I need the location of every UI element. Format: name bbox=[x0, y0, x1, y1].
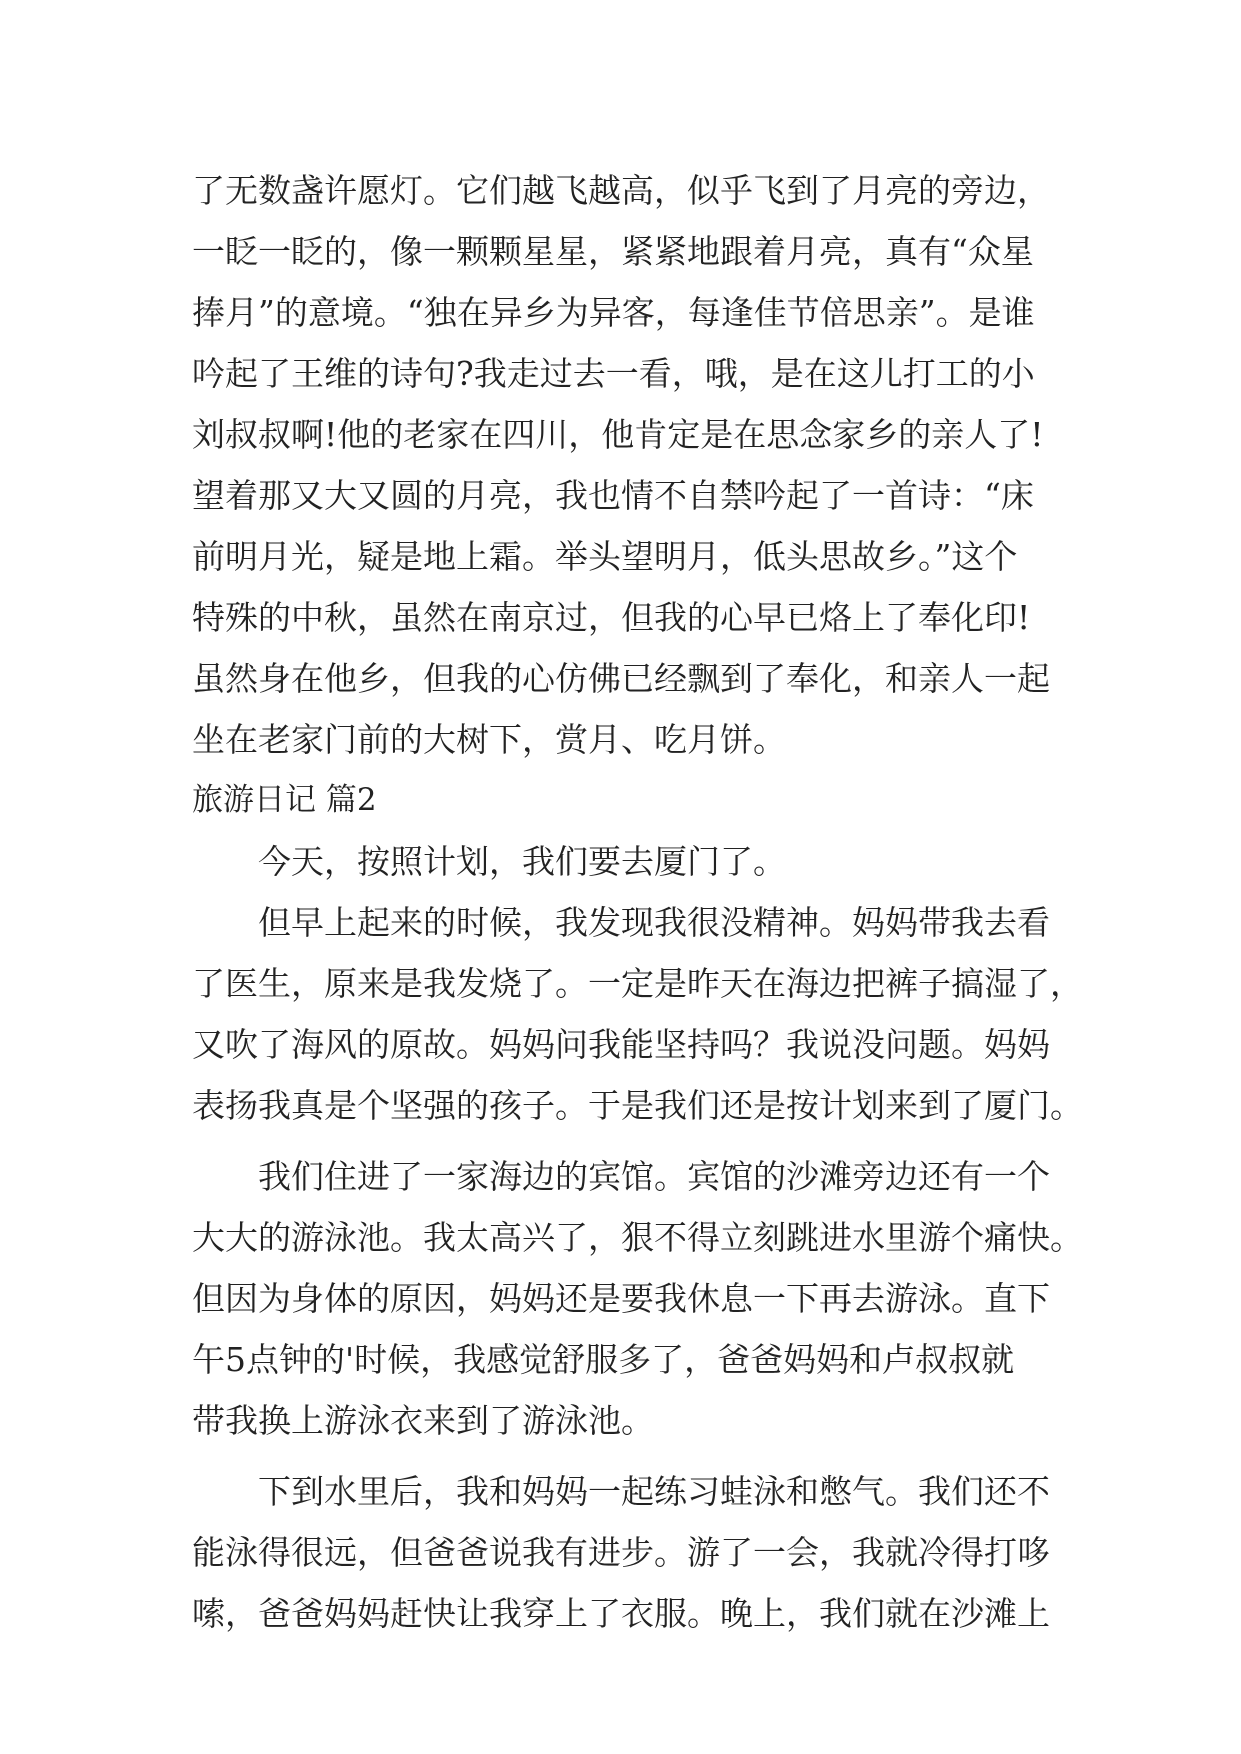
text-line: 表扬我真是个坚强的孩子。于是我们还是按计划来到了厦门。 bbox=[192, 1086, 1083, 1125]
paragraph-gap bbox=[192, 1136, 1062, 1146]
paragraph-gap bbox=[192, 1451, 1062, 1461]
text-line: 带我换上游泳衣来到了游泳池。 bbox=[192, 1401, 654, 1440]
text-line: 但因为身体的原因，妈妈还是要我休息一下再去游泳。直下 bbox=[192, 1279, 1050, 1318]
text-line: 前明月光，疑是地上霜。举头望明月，低头思故乡。”这个 bbox=[192, 537, 1018, 576]
text-line: 捧月”的意境。“独在异乡为异客，每逢佳节倍思亲”。是谁 bbox=[192, 293, 1035, 332]
text-line: 特殊的中秋，虽然在南京过，但我的心早已烙上了奉化印! bbox=[192, 598, 1031, 637]
text-line: 虽然身在他乡，但我的心仿佛已经飘到了奉化，和亲人一起 bbox=[192, 659, 1050, 698]
paragraph-4 bbox=[192, 1461, 1062, 1644]
text-line: 了无数盏许愿灯。它们越飞越高，似乎飞到了月亮的旁边， bbox=[192, 171, 1050, 210]
paragraph-previous bbox=[192, 160, 1062, 770]
text-line: 午5点钟的'时候，我感觉舒服多了，爸爸妈妈和卢叔叔就 bbox=[192, 1340, 1015, 1379]
text-line: 坐在老家门前的大树下，赏月、吃月饼。 bbox=[192, 720, 786, 759]
text-line: 一眨一眨的，像一颗颗星星，紧紧地跟着月亮，真有“众星 bbox=[192, 232, 1034, 271]
text-line: 能泳得很远，但爸爸说我有进步。游了一会，我就冷得打哆 bbox=[192, 1533, 1050, 1572]
text-line: 下到水里后，我和妈妈一起练习蛙泳和憋气。我们还不 bbox=[258, 1472, 1050, 1511]
text-line: 刘叔叔啊!他的老家在四川，他肯定是在思念家乡的亲人了! bbox=[192, 415, 1044, 454]
text-line: 今天，按照计划，我们要去厦门了。 bbox=[258, 842, 786, 881]
text-line: 嗦，爸爸妈妈赶快让我穿上了衣服。晚上，我们就在沙滩上 bbox=[192, 1594, 1050, 1633]
text-line: 望着那又大又圆的月亮，我也情不自禁吟起了一首诗：“床 bbox=[192, 476, 1034, 515]
text-line: 大大的游泳池。我太高兴了，狠不得立刻跳进水里游个痛快。 bbox=[192, 1218, 1083, 1257]
paragraph-1 bbox=[192, 831, 1062, 892]
paragraph-2 bbox=[192, 892, 1083, 1136]
text-line: 我们住进了一家海边的宾馆。宾馆的沙滩旁边还有一个 bbox=[258, 1157, 1050, 1196]
text-line: 又吹了海风的原故。妈妈问我能坚持吗？我说没问题。妈妈 bbox=[192, 1025, 1050, 1064]
paragraph-3 bbox=[192, 1146, 1083, 1451]
text-line: 但早上起来的时候，我发现我很没精神。妈妈带我去看 bbox=[258, 903, 1050, 942]
section-heading: 旅游日记 篇2 bbox=[192, 782, 377, 818]
text-line: 吟起了王维的诗句?我走过去一看，哦，是在这儿打工的小 bbox=[192, 354, 1035, 393]
text-line: 了医生，原来是我发烧了。一定是昨天在海边把裤子搞湿了， bbox=[192, 964, 1083, 1003]
document-body bbox=[192, 160, 1083, 1644]
